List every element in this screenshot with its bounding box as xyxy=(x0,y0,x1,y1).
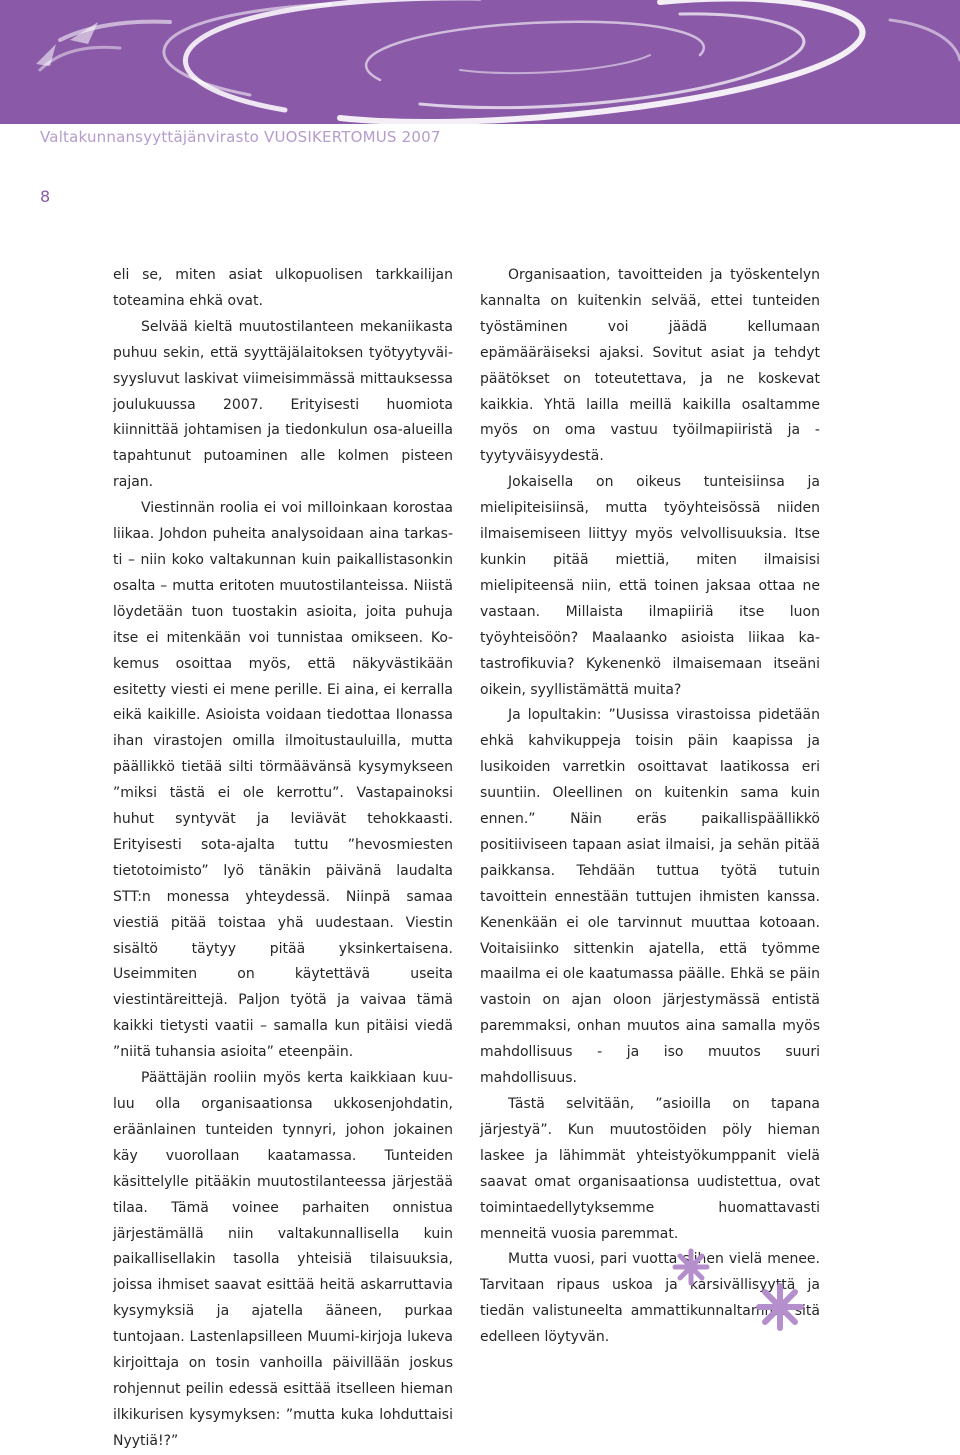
swirl-graphic xyxy=(0,0,960,124)
running-head: Valtakunnansyyttäjänvirasto VUOSIKERTOMUS 2007 xyxy=(40,128,441,146)
paragraph: Viestinnän roolia ei voi milloinkaan korostaa liikaa. Johdon puheita analysoidaan aina tarkasti – niin koko valtakunnan kuin paikallistasonkin osalta – mutta eritoten muutostilanteissa. Niistä löydetään tuon tuostakin asioita, joita puhuja itse ei mitenkään voi tunnistaa omikseen. Kokemus osoittaa myös, että näkyvästikään esitetty viesti ei mene perille. Ei aina, ei kerralla eikä kaikille. Asioista voidaan tiedottaa Ilonassa ihan virastojen omilla ilmoitustauluilla, mutta päällikkö tietää silti törmäävänsä kysymykseen ”miksi tästä ei ole kerrottu”. Vastapainoksi huhut syntyvät ja leviävät tehokkaasti. Erityisesti sota-ajalta tuttu ”hevosmiesten tietotoimisto” lyö tänäkin päivänä laudalta STT:n monessa yhteydessä. Niinpä samaa viestiä pitää toistaa yhä uudestaan. Viestin sisältö täytyy pitää yksinkertaisena. Useimmiten on käytettävä useita viestintäreittejä. Paljon työtä ja vaivaa tämä kaikki tietysti vaatii – samalla kun pitäisi viedä ”niitä tuhansia asioita” eteenpäin. xyxy=(113,500,453,1061)
paragraph: Mutta vuosi, pari vuotta siihen vielä menee. Tarvitaan ripaus uskoa ja kärsivällisyyttä ja tiedän valistuneelta ammattikunnaltamme sitä edelleen löytyvän. xyxy=(480,1251,820,1346)
page-number: 8 xyxy=(40,187,51,206)
paragraph: Tästä selvitään, ”asioilla on tapana järjestyä”. Kun muutostöiden pöly hieman laskee ja lähimmät yhteistyökumppanit vielä saavat omat organisaationsa uudistettua, ovat toimintaedellytyksemme huomattavasti menneitä vuosia paremmat. xyxy=(480,1096,820,1242)
header-banner xyxy=(0,0,960,124)
paragraph: Jokaisella on oikeus tunteisiinsa ja mielipiteisiinsä, mutta työyhteisössä niiden ilmaisemiseen liittyy myös velvollisuuksia. Itse kunkin pitää miettiä, miten ilmaisisi mielipiteensä niin, että toinen jaksaa ottaa ne vastaan. Millaista ilmapiiriä itse luon työyhteisöön? Maalaanko asioista liikaa katastrofikuvia? Kykenenkö ilmaisemaan itseäni oikein, syyllistämättä muita? xyxy=(480,474,820,698)
paragraph: Ja lopultakin: ”Uusissa virastoissa pidetään ehkä kahvikuppeja toisin päin kaapissa ja lusikoiden varretkin osoittavat laatikossa eri suuntiin. Oleellinen on kuitenkin sama kuin ennen.” Näin eräs paikallispäällikkö positiiviseen tapaan asiat ilmaisi, ja sehän pitää paikkansa. Tehdään tuttua työtä tutuin tavoittein ennestään tuttujen ihmisten kanssa. Kenenkään ei ole tarvinnut muuttaa kotoaan. Voitaisiinko sittenkin ajatella, että työmme maailma ei ole kaatumassa päälle. Ehkä se päin vastoin on ajan oloon järjestymässä entistä paremmaksi, onhan muutos aina samalla myös mahdollisuus - ja iso muutos suuri mahdollisuus. xyxy=(480,707,820,1087)
paragraph: Organisaation, tavoitteiden ja työskentelyn kannalta on kuitenkin selvää, ettei tunteiden työstäminen voi jäädä kellumaan epämääräiseksi ajaksi. Sovitut asiat ja tehdyt päätökset on toteutettava, ja ne koskevat kaikkia. Yhtä lailla meillä kaikilla osaltamme myös on oma vastuu työilmapiiristä ja -tyytyväisyydestä. xyxy=(480,267,820,465)
star-icon xyxy=(755,1282,805,1332)
paragraph: eli se, miten asiat ulkopuolisen tarkkailijan toteamina ehkä ovat. xyxy=(113,267,453,309)
paragraph: Päättäjän rooliin myös kerta kaikkiaan kuuluu olla organisaationsa ukkosenjohdatin, eräänlainen tunteiden tynnyri, johon jokainen käy vuorollaan kaatamassa. Tunteiden käsittelylle pitääkin muutostilanteessa järjestää tilaa. Tämä voinee parhaiten onnistua järjestämällä niin valtakunnallisella kuin paikallisellakin tasolla yhteisiä tilaisuuksia, joissa ihmiset saavat esittää heitä askarruttavia kysymyksiä ja ajatella ääneen, purkaa tuntojaan. Lastenlapsilleen Muumi-kirjoja lukeva kirjoittaja on tosin vanhoilla päivillään joskus rohjennut peilin edessä esittää itselleen hieman ilkikurisen kysymyksen: ”mutta kuka lohduttaisi Nyytiä!?” xyxy=(113,1070,453,1449)
star-icon xyxy=(672,1248,710,1286)
right-column xyxy=(480,263,820,1351)
left-column xyxy=(113,263,453,1455)
paragraph: Selvää kieltä muutostilanteen mekaniikasta puhuu sekin, että syyttäjälaitoksen työtyytyväisyysluvut laskivat viimeisimmässä mittauksessa joulukuussa 2007. Erityisesti huomiota kiinnittää johtamisen ja tiedonkulun osa-alueilla tapahtunut putoaminen alle kolmen pisteen rajan. xyxy=(113,318,453,491)
